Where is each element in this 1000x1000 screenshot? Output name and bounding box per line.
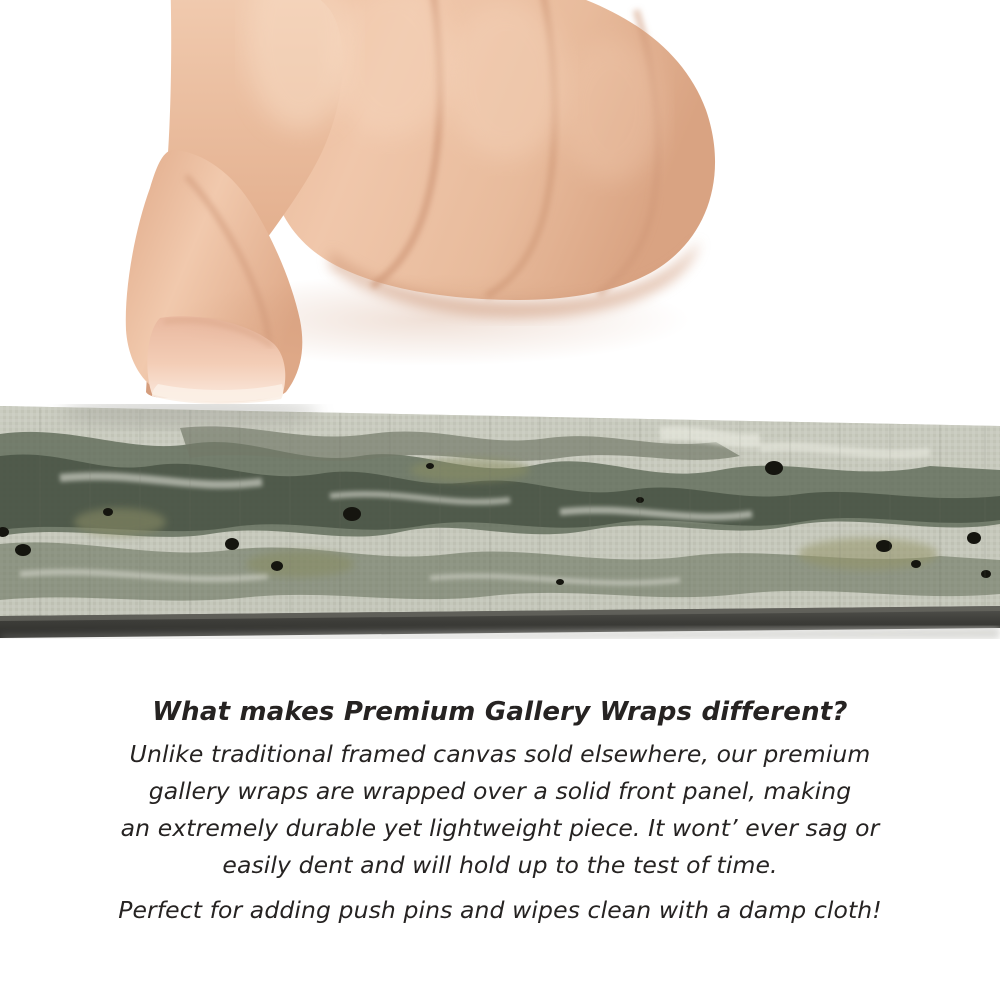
caption-line-4: easily dent and will hold up to the test of time. — [222, 851, 778, 879]
caption-block — [0, 690, 1000, 929]
caption-line-1: Unlike traditional framed canvas sold elsewhere, our premium — [129, 740, 871, 768]
hand-photo-region — [0, 0, 1000, 410]
caption-headline: What makes Premium Gallery Wraps different? — [152, 697, 848, 727]
caption-line-3: an extremely durable yet lightweight piece. It wont’ ever sag or — [120, 814, 880, 842]
caption-line-2: gallery wraps are wrapped over a solid front panel, making — [148, 777, 852, 805]
caption-closing-line: Perfect for adding push pins and wipes clean with a damp cloth! — [118, 896, 882, 924]
hand-illustration — [0, 0, 1000, 410]
canvas-edge-strip — [0, 404, 1000, 639]
canvas-print-edge-illustration — [0, 404, 1000, 639]
